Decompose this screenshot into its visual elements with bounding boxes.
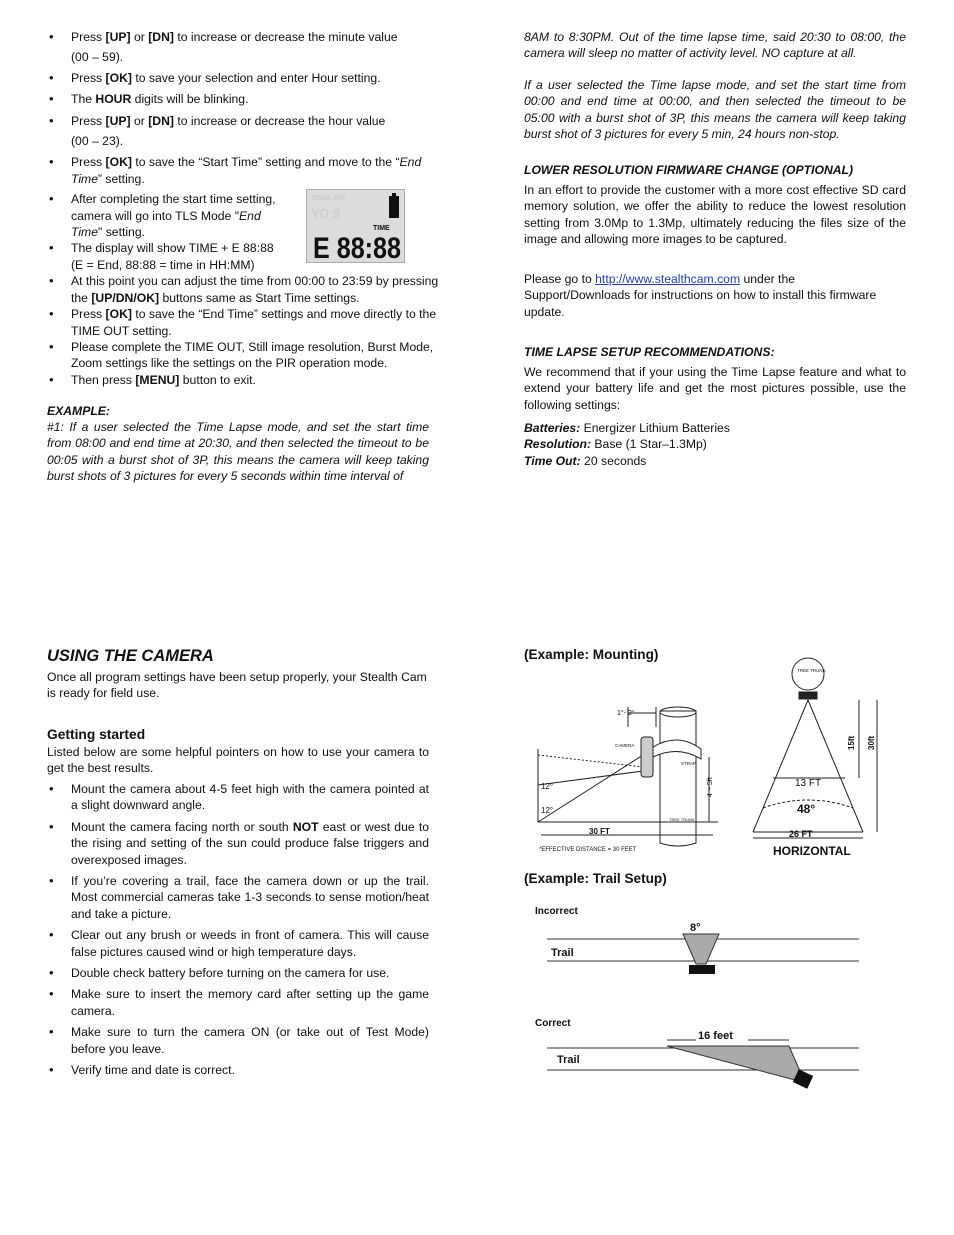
list-item xyxy=(47,273,439,306)
key-label: [OK] xyxy=(105,155,132,170)
text: under the Support/Downloads for instructions on how to install this firmware update. xyxy=(524,272,877,319)
lcd-digits: E 88:88 xyxy=(313,232,401,265)
intro-text: Once all program settings have been setup properly, your Stealth Cam is ready for field use. xyxy=(47,670,427,701)
list-item: • Double check battery before turning on the camera for use. xyxy=(47,965,429,981)
stealthcam-link[interactable]: http://www.stealthcam.com xyxy=(595,272,741,286)
text: The xyxy=(71,92,96,107)
text: buttons same as Start Time settings. xyxy=(159,290,360,305)
list-item xyxy=(47,113,439,150)
text: After completing the start time setting, camera will go into TLS Mode " xyxy=(71,192,276,223)
text: to save the “Start Time” setting and move to the “ xyxy=(131,155,400,170)
list-item xyxy=(47,191,293,240)
list-item: • Clear out any brush or weeds in front of camera. This will cause false pictures caused wind or high temperature days. xyxy=(47,927,429,960)
strap-label: STRAP xyxy=(681,761,697,766)
text: east or west due to the rising and setting of the sun could produce false triggers and overexposed images. xyxy=(71,819,429,867)
incorrect-label: Incorrect xyxy=(535,906,578,917)
list-item xyxy=(47,91,439,107)
text: Press xyxy=(71,155,106,170)
settings-list xyxy=(524,420,730,469)
text: (00 – 59). xyxy=(71,50,124,65)
diagram-title: HORIZONTAL xyxy=(773,844,851,858)
trail-caption: (Example: Trail Setup) xyxy=(524,871,667,886)
detection-cone xyxy=(667,1046,803,1080)
text: digits will be blinking. xyxy=(131,92,249,107)
lcd-svg xyxy=(307,190,404,265)
setting-label: Resolution: xyxy=(524,437,592,452)
text: Press xyxy=(71,70,106,85)
setting-value: Energizer Lithium Batteries xyxy=(580,421,730,435)
camera-body xyxy=(641,737,653,777)
battery-tip xyxy=(392,193,396,196)
lcd-ghost-text: SINGL PIR xyxy=(311,195,346,202)
text: (00 – 23). xyxy=(71,134,124,149)
example-2-text: If a user selected the Time lapse mode, and set the start time from 00:00 and end time at 00:00, and then selected the timeout to be 05:00 with a burst shot of 3P, this means the camera will keep taking burst shot of 3 pictures for every 5 min, 24 hours non-stop. xyxy=(524,78,906,142)
text: Press xyxy=(71,307,106,322)
trunk-label: TREE TRUNK xyxy=(797,668,826,673)
camera-icon xyxy=(799,692,817,699)
list-item xyxy=(47,154,439,187)
key-label: [UP/DN/OK] xyxy=(91,290,160,305)
text: ” setting. xyxy=(97,171,145,186)
camera-label: CAMERA xyxy=(615,743,635,748)
tips-list xyxy=(47,781,429,1079)
trail-label: Trail xyxy=(557,1054,580,1066)
key-label: [OK] xyxy=(105,70,132,85)
correct-label: Correct xyxy=(535,1018,571,1029)
key-label: [DN] xyxy=(148,113,174,128)
distance-label: 16 feet xyxy=(698,1030,733,1042)
detection-cone xyxy=(683,934,719,964)
text: to increase or decrease the minute value xyxy=(173,30,398,44)
detection-ray xyxy=(538,771,643,785)
angle-label: 12° xyxy=(541,782,554,791)
example-continued-text: 8AM to 8:30PM. Out of the time lapse time, said 20:30 to 08:00, the camera will sleep no matter of activity level. NO capture at all. xyxy=(524,30,906,61)
recommendations-text: We recommend that if your using the Time Lapse feature and what to extend your battery life and get the most pictures possible, use the following settings: xyxy=(524,365,906,412)
firmware-link-paragraph xyxy=(524,271,894,320)
text: " setting. xyxy=(97,225,145,240)
list-item: • Make sure to turn the camera ON (or take out of Test Mode) before you leave. xyxy=(47,1024,429,1057)
detection-ray xyxy=(538,755,643,767)
height-label: 4 ~ 5ft xyxy=(707,777,714,797)
width-label: 26 FT xyxy=(789,829,813,839)
text: Press xyxy=(71,113,106,128)
timeout-setting xyxy=(524,453,730,469)
batteries-setting xyxy=(524,420,730,436)
text: End Time xyxy=(71,155,422,186)
mounting-horizontal-diagram xyxy=(743,650,883,860)
setting-value: 20 seconds xyxy=(580,453,647,468)
text: to save your selection and enter Hour setting. xyxy=(131,70,381,85)
emphasis: NOT xyxy=(292,819,319,834)
mounting-side-diagram xyxy=(533,697,728,857)
text: Mount the camera facing north or south xyxy=(71,819,293,834)
list-item: • If you’re covering a trail, face the camera down or up the trail. Most commercial cameras take 1-3 seconds to sense motion/heat and take a picture. xyxy=(47,873,429,922)
text: (E = End, 88:88 = time in HH:MM) xyxy=(71,257,255,272)
firmware-title: LOWER RESOLUTION FIRMWARE CHANGE (OPTIONAL) xyxy=(524,163,854,177)
depth-label: 30ft xyxy=(867,735,876,750)
tree-trunk-top xyxy=(660,707,696,717)
tree-trunk-outline xyxy=(660,711,696,846)
mounting-caption: (Example: Mounting) xyxy=(524,647,659,662)
text: Please go to xyxy=(524,272,596,286)
list-item: • Mount the camera about 4-5 feet high with the camera pointed at a slight downward angle. xyxy=(47,781,429,814)
angle-label: 12° xyxy=(541,806,554,815)
angle-top-label: 1°- 2° xyxy=(617,710,635,717)
list-item xyxy=(47,306,439,339)
text: or xyxy=(130,113,149,128)
getting-started-title: Getting started xyxy=(47,727,146,742)
text: Then press xyxy=(71,372,136,387)
key-label: [DN] xyxy=(148,30,174,44)
list-item: • Please complete the TIME OUT, Still image resolution, Burst Mode, Zoom settings like the settings on the PIR operation mode. xyxy=(47,339,439,372)
list-item xyxy=(47,240,293,273)
camera-marker xyxy=(689,965,715,974)
key-label: [OK] xyxy=(105,307,132,322)
list-item: • Verify time and date is correct. xyxy=(47,1062,429,1078)
text: or xyxy=(130,30,149,44)
setting-value: Base (1 Star–1.3Mp) xyxy=(591,437,707,452)
effective-distance-note: *EFFECTIVE DISTANCE = 30 FEET xyxy=(539,847,637,853)
text: Press xyxy=(71,30,106,44)
width-label: 13 FT xyxy=(795,778,822,789)
list-item xyxy=(47,29,439,66)
coverage-edge xyxy=(808,700,863,832)
tree-trunk-circle xyxy=(792,658,824,690)
distance-label: 30 FT xyxy=(589,827,610,836)
list-item xyxy=(47,372,439,388)
text: button to exit. xyxy=(179,372,256,387)
key-label: HOUR xyxy=(95,92,132,107)
angle-label: 8° xyxy=(690,922,701,934)
lcd-ghost-digits: YD 9 xyxy=(311,206,340,221)
list-item: • Make sure to insert the memory card after setting up the game camera. xyxy=(47,986,429,1019)
text: End Time xyxy=(71,208,261,240)
text: • The display will show TIME + E 88:88 xyxy=(71,241,274,256)
text: to save the “End Time” settings and move directly to the TIME OUT setting. xyxy=(71,307,437,338)
list-item xyxy=(47,819,429,868)
key-label: [UP] xyxy=(105,30,131,44)
recommendations-title: TIME LAPSE SETUP RECOMMENDATIONS: xyxy=(524,345,775,359)
example-text: #1: If a user selected the Time Lapse mode, and set the start time from 08:00 and end time at 20:30, and then selected the timeout to be 00:05 with a burst shot of 3P, this means the camera will keep taking burst shots of 3 pictures for every 5 seconds within time interval of xyxy=(47,420,429,484)
trail-setup-diagram xyxy=(533,900,863,1095)
getting-started-intro: Listed below are some helpful pointers on how to use your camera to get the best results. xyxy=(47,745,429,776)
angle-label: 48° xyxy=(797,802,816,816)
list-item xyxy=(47,70,439,86)
key-label: [UP] xyxy=(105,113,131,128)
depth-label: 15ft xyxy=(847,735,856,750)
lcd-display-image xyxy=(306,189,405,263)
firmware-text: In an effort to provide the customer with a more cost effective SD card memory solution, we offer the ability to reduce the lowest resolution setting from 3.0Mp to 1.3Mp, ultimately reducing the files size of the image and allowing more images to be captured. xyxy=(524,183,906,247)
text: At this point you can adjust the time from 00:00 to 23:59 by pressing the xyxy=(71,274,439,305)
key-label: [MENU] xyxy=(135,372,180,387)
section-title: USING THE CAMERA xyxy=(47,647,214,665)
resolution-setting xyxy=(524,436,730,452)
setting-label: Time Out: xyxy=(524,453,581,468)
trunk-label: TREE TRUNK xyxy=(669,817,695,822)
trail-label: Trail xyxy=(551,947,574,959)
setting-label: Batteries: xyxy=(524,421,581,435)
battery-icon xyxy=(389,196,399,218)
lcd-time-label: TIME xyxy=(373,225,390,232)
text: to increase or decrease the hour value xyxy=(173,113,386,128)
example-title: EXAMPLE: xyxy=(47,404,110,418)
